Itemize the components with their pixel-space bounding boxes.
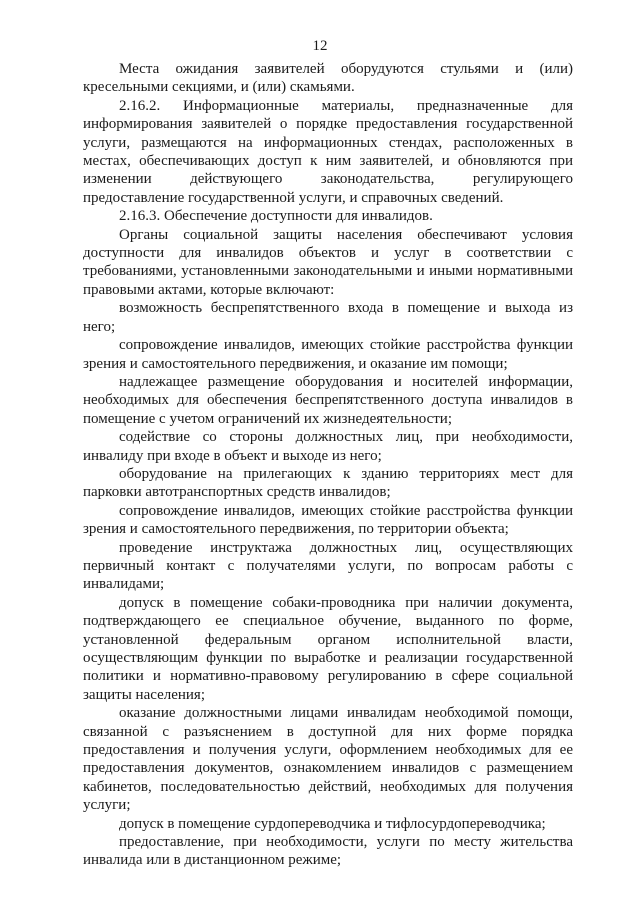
list-item-sign-interpreter-admission: допуск в помещение сурдопереводчика и тифлосурдопереводчика; — [119, 815, 546, 832]
list-item-escort-territory: сопровождение инвалидов, имеющих стойкие расстройства функции зрения и самостоятельного передвижения, по территории объекта; — [83, 502, 573, 538]
list-item-guide-dog-admission: допуск в помещение собаки-проводника при наличии документа, подтверждающего ее специальное обучение, выданного по форме, установленной федеральным органом исполнительной власти, осуществляющим функции по выработке и реализации государственной политики и нормативно-правовому регулированию в сфере социальной защиты населения; — [83, 594, 573, 703]
paragraph-waiting-area-seating: Места ожидания заявителей оборудуются стульями и (или) кресельными секциями, и (или) скамьями. — [83, 61, 573, 96]
list-item-staff-briefing: проведение инструктажа должностных лиц, осуществляющих первичный контакт с получателями услуги, по вопросам работы с инвалидами; — [83, 539, 573, 593]
list-item-remote-service: предоставление, при необходимости, услуги по месту жительства инвалида или в дистанционном режиме; — [83, 834, 573, 869]
page-number: 12 — [312, 38, 328, 54]
paragraph-2-16-3-heading: 2.16.3. Обеспечение доступности для инвалидов. — [119, 208, 433, 225]
list-item-official-assistance-entry: содействие со стороны должностных лиц, при необходимости, инвалиду при входе в объект и выходе из него; — [83, 429, 573, 464]
document-body — [83, 60, 573, 870]
list-item-escort-assistance: сопровождение инвалидов, имеющих стойкие расстройства функции зрения и самостоятельного передвижения, и оказание им помощи; — [83, 337, 573, 372]
list-item-equipment-placement: надлежащее размещение оборудования и носителей информации, необходимых для обеспечения беспрепятственного доступа инвалидов в помещение с учетом ограничений их жизнедеятельности; — [83, 373, 573, 427]
list-item-explanation-assistance: оказание должностными лицами инвалидам необходимой помощи, связанной с разъяснением в доступной для них форме порядка предоставления и получения услуги, оформлением необходимых для ее предоставления документов, ознакомлением инвалидов с размещением кабинетов, последовательностью действий, необходимых для получения услуги; — [83, 705, 573, 814]
list-item-entry-exit: возможность беспрепятственного входа в помещение и выхода из него; — [83, 300, 573, 335]
list-item-parking: оборудование на прилегающих к зданию территориях мест для парковки автотранспортных средств инвалидов; — [83, 465, 573, 501]
paragraph-accessibility-conditions: Органы социальной защиты населения обеспечивают условия доступности для инвалидов объектов и услуг в соответствии с требованиями, установленными законодательными и иными нормативными правовыми актами, которые включают: — [83, 226, 573, 298]
paragraph-2-16-2-information-materials: 2.16.2. Информационные материалы, предназначенные для информирования заявителей о порядке предоставления государственной услуги, размещаются на информационных стендах, расположенных в местах, обеспечивающих доступ к ним заявителей, и обновляются при изменении действующего законодательства, регулирующего предоставление государственной услуги, и справочных сведений. — [83, 97, 573, 206]
